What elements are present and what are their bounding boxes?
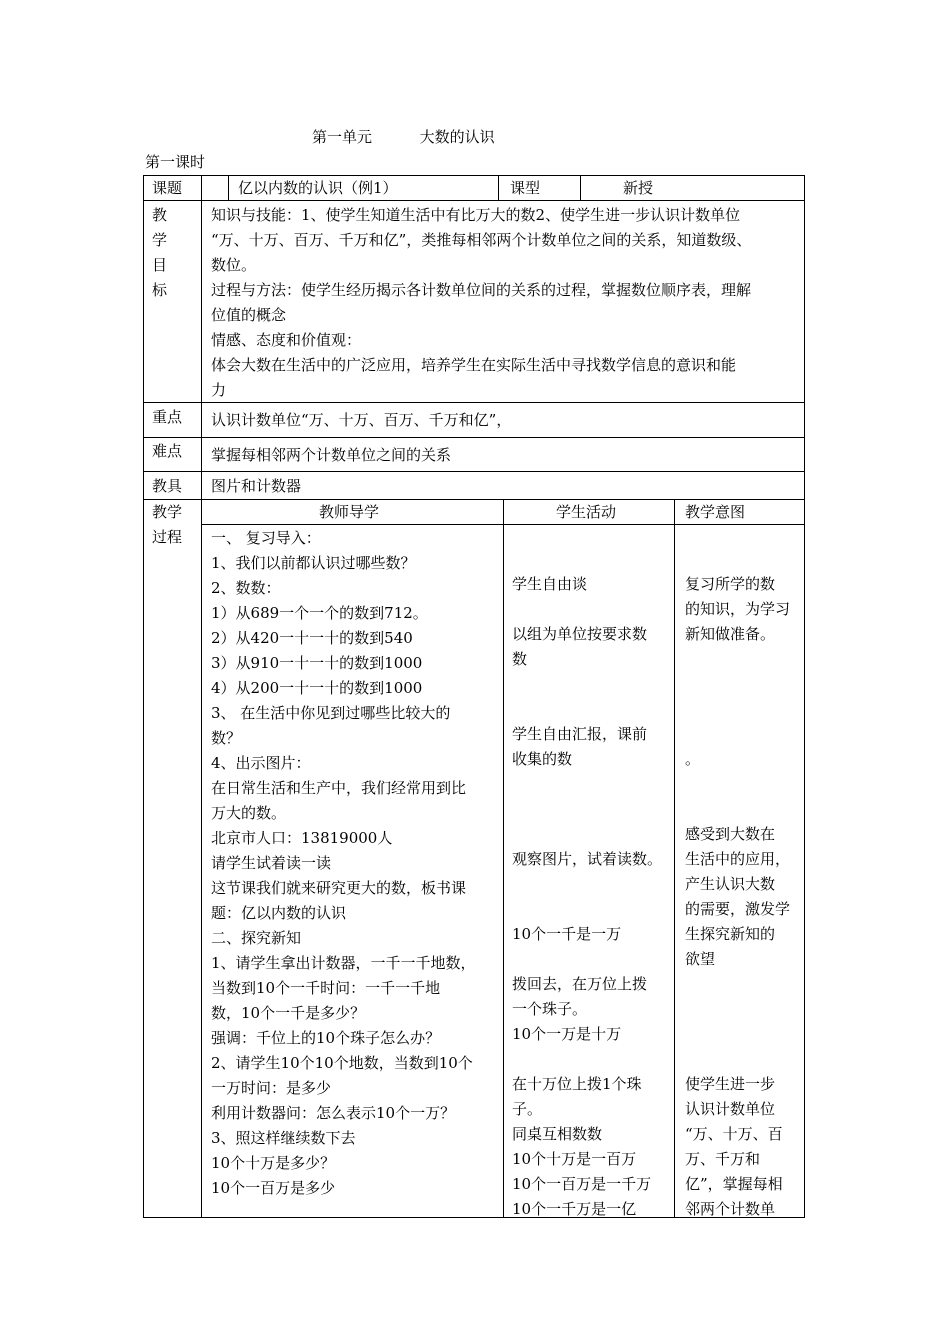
objectives-line: 位值的概念 (211, 306, 287, 324)
student-line (512, 797, 662, 822)
teacher-line: 10个十万是多少？ (211, 1154, 336, 1172)
topic-value: 亿以内数的认识（例1） (238, 179, 398, 197)
student-line (512, 822, 662, 847)
teacher-line: 在日常生活和生产中，我们经常用到比 (211, 779, 467, 797)
student-line: 学生自由汇报，课前 (512, 725, 648, 743)
objectives-line: 体会大数在生活中的广泛应用，培养学生在实际生活中寻找数学信息的意识和能 (211, 356, 737, 374)
intent-line (685, 522, 790, 547)
intent-line (685, 722, 790, 747)
intent-line: 万、千万和 (685, 1150, 761, 1168)
student-line: 10个十万是一百万 (512, 1150, 637, 1168)
teacher-line: 1、请学生拿出计数器，一千一千地数， (211, 954, 476, 972)
col-divider (674, 499, 675, 1218)
topic-label: 课题 (152, 179, 183, 197)
objectives-line: 数位。 (211, 256, 257, 274)
col-divider (580, 175, 581, 200)
tools-label: 教具 (152, 477, 183, 495)
col-divider (503, 499, 504, 1218)
student-line (512, 947, 662, 972)
teacher-line: 北京市人口：13819000人 (211, 829, 393, 847)
intent-line: 感受到大数在 (685, 825, 776, 843)
objectives-line: 力 (211, 381, 227, 399)
student-line (512, 672, 662, 697)
type-label: 课型 (510, 179, 541, 197)
intent-line (685, 672, 790, 697)
teacher-line: 强调：千位上的10个珠子怎么办？ (211, 1029, 441, 1047)
intent-header: 教学意图 (685, 503, 746, 521)
page-title: 第一单元 大数的认识 (312, 128, 495, 146)
student-line: 学生自由谈 (512, 575, 588, 593)
teacher-line: 10个一百万是多少 (211, 1179, 336, 1197)
key-point-value: 认识计数单位“万、十万、百万、千万和亿”， (211, 411, 512, 429)
intent-line: 新知做准备。 (685, 625, 776, 643)
intent-line (685, 997, 790, 1022)
teacher-line: 2、数数： (211, 579, 281, 597)
teacher-line: 当数到10个一千时问：一千一千地 (211, 979, 441, 997)
teacher-line: 数，10个一千是多少？ (211, 1004, 366, 1022)
student-line: 10个一百万是一千万 (512, 1175, 652, 1193)
teacher-line: 一万时问：是多少 (211, 1079, 332, 1097)
student-line (512, 772, 662, 797)
intent-line (685, 797, 790, 822)
intent-line: 认识计数单位 (685, 1100, 776, 1118)
process-label (152, 500, 182, 550)
intent-line (685, 1022, 790, 1047)
objectives-text (211, 203, 751, 403)
teacher-line: 3、 在生活中你见到过哪些比较大的 (211, 704, 451, 722)
objectives-label (152, 203, 167, 303)
student-line (512, 597, 662, 622)
row-divider (143, 471, 805, 472)
difficulty-value: 掌握每相邻两个计数单位之间的关系 (211, 446, 452, 464)
row-divider (143, 437, 805, 438)
student-line (512, 697, 662, 722)
student-line: 子。 (512, 1100, 543, 1118)
student-line: 一个珠子。 (512, 1000, 588, 1018)
student-line (512, 522, 662, 547)
objectives-label-char: 标 (152, 281, 168, 299)
student-line (512, 547, 662, 572)
teacher-line: 题：亿以内数的认识 (211, 904, 347, 922)
student-line: 收集的数 (512, 750, 573, 768)
intent-line (685, 1047, 790, 1072)
student-line: 拨回去，在万位上拨 (512, 975, 648, 993)
teaching-intent-column (685, 522, 790, 1222)
intent-line: 欲望 (685, 950, 716, 968)
teacher-line: 数？ (211, 729, 242, 747)
col-divider (228, 175, 229, 200)
intent-line: 复习所学的数 (685, 575, 776, 593)
col-divider (201, 175, 202, 1218)
process-label-part: 过程 (152, 528, 183, 546)
intent-line: 的需要，激发学 (685, 900, 791, 918)
intent-line: 生活中的应用， (685, 850, 791, 868)
student-line: 10个一万是十万 (512, 1025, 622, 1043)
teacher-line: 3）从910一十一十的数到1000 (211, 654, 423, 672)
teacher-header: 教师导学 (319, 503, 380, 521)
intent-line: 产生认识大数 (685, 875, 776, 893)
teacher-line: 利用计数器问：怎么表示10个一万？ (211, 1104, 456, 1122)
objectives-line: 情感、态度和价值观： (211, 331, 362, 349)
objectives-line: 知识与技能：1、使学生知道生活中有比万大的数2、使学生进一步认识计数单位 (211, 206, 741, 224)
intent-line (685, 972, 790, 997)
lesson-label: 第一课时 (145, 153, 206, 171)
intent-line: 使学生进一步 (685, 1075, 776, 1093)
intent-line: 亿”，掌握每相 (685, 1175, 783, 1193)
teacher-line: 4）从200一十一十的数到1000 (211, 679, 423, 697)
key-point-label: 重点 (152, 408, 183, 426)
student-line (512, 897, 662, 922)
student-line: 10个一千是一万 (512, 925, 622, 943)
teacher-line: 2）从420一十一十的数到540 (211, 629, 413, 647)
student-line (512, 1047, 662, 1072)
student-line (512, 872, 662, 897)
student-line: 数 (512, 650, 528, 668)
process-label-part: 教学 (152, 503, 183, 521)
intent-line (685, 772, 790, 797)
intent-line: “万、十万、百 (685, 1125, 783, 1143)
objectives-line: “万、十万、百万、千万和亿”，类推每相邻两个计数单位之间的关系，知道数级、 (211, 231, 752, 249)
objectives-label-char: 学 (152, 231, 168, 249)
tools-value: 图片和计数器 (211, 477, 302, 495)
teacher-line: 请学生试着读一读 (211, 854, 332, 872)
student-line: 以组为单位按要求数 (512, 625, 648, 643)
teacher-line: 1、我们以前都认识过哪些数？ (211, 554, 416, 572)
intent-line (685, 647, 790, 672)
teacher-line: 一、 复习导入： (211, 529, 321, 547)
teacher-line: 1）从689一个一个的数到712。 (211, 604, 428, 622)
teacher-line: 2、请学生10个10个地数，当数到10个 (211, 1054, 473, 1072)
intent-line (685, 547, 790, 572)
objectives-line: 过程与方法：使学生经历揭示各计数单位间的关系的过程，掌握数位顺序表，理解 (211, 281, 752, 299)
teacher-line: 3、照这样继续数下去 (211, 1129, 356, 1147)
student-line: 观察图片，试着读数。 (512, 850, 663, 868)
student-header: 学生活动 (556, 503, 617, 521)
objectives-label-char: 教 (152, 206, 168, 224)
student-line: 同桌互相数数 (512, 1125, 603, 1143)
intent-line: 。 (685, 750, 701, 768)
intent-line: 的知识，为学习 (685, 600, 791, 618)
student-line: 10个一千万是一亿 (512, 1200, 637, 1218)
col-divider (498, 175, 499, 200)
teacher-line: 万大的数。 (211, 804, 287, 822)
student-line: 在十万位上拨1个珠 (512, 1075, 642, 1093)
difficulty-label: 难点 (152, 442, 183, 460)
intent-line: 邻两个计数单 (685, 1200, 776, 1218)
type-value: 新授 (623, 179, 654, 197)
intent-line (685, 697, 790, 722)
teacher-line: 二、探究新知 (211, 929, 302, 947)
objectives-label-char: 目 (152, 256, 168, 274)
intent-line: 生探究新知的 (685, 925, 776, 943)
teacher-guidance-column (211, 526, 476, 1201)
teacher-line: 4、出示图片： (211, 754, 311, 772)
student-activity-column (512, 522, 662, 1222)
teacher-line: 这节课我们就来研究更大的数，板书课 (211, 879, 467, 897)
